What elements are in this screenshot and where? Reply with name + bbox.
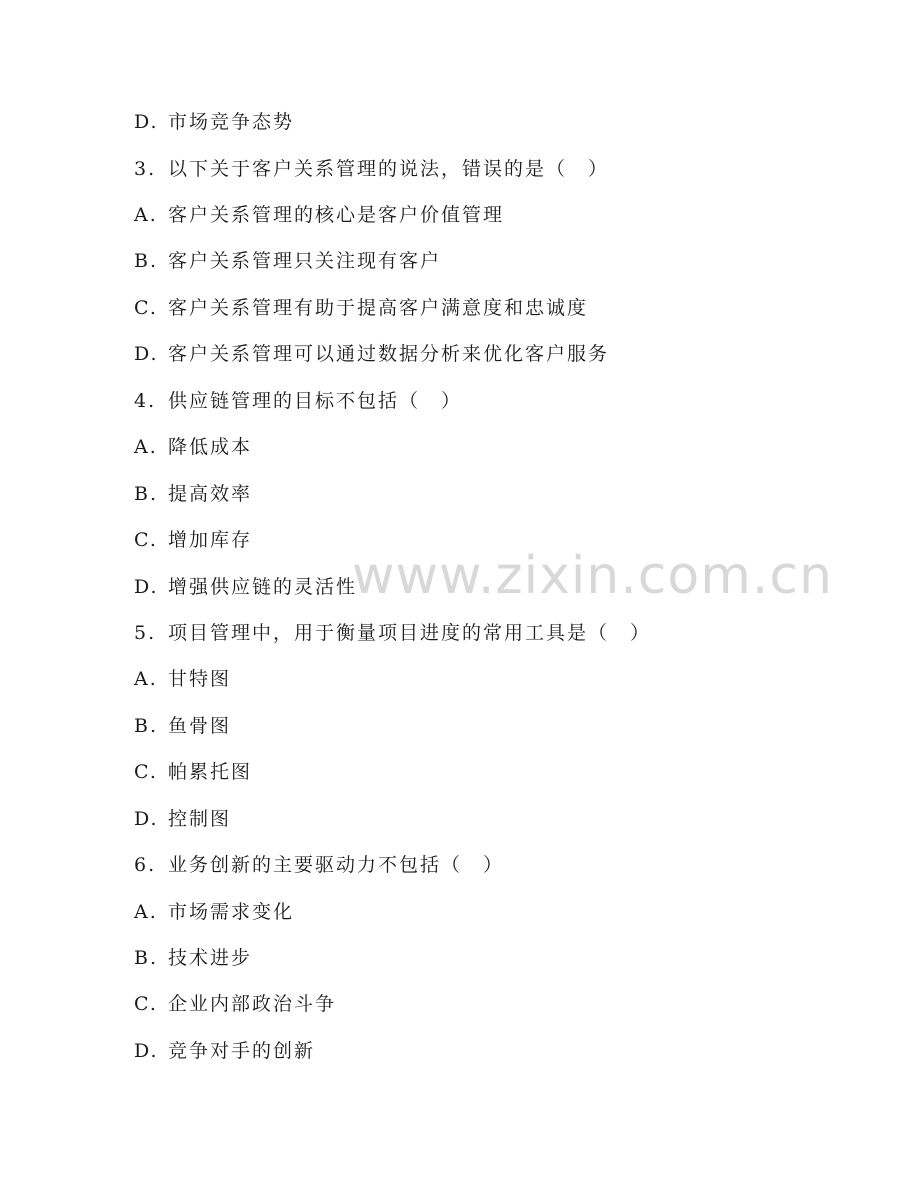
option-line (134, 200, 504, 230)
option-line (134, 339, 609, 369)
item-label: A. (134, 204, 158, 226)
item-text: 甘特图 (168, 668, 232, 690)
item-label: 6. (134, 854, 157, 876)
item-text: 增强供应链的灵活性 (168, 576, 358, 598)
item-label: 5. (134, 622, 157, 644)
item-text: 项目管理中，用于衡量项目进度的常用工具是（ ） (168, 622, 652, 644)
watermark: www.zixin.com.cn (352, 546, 833, 606)
item-label: A. (134, 901, 158, 923)
item-label: C. (134, 297, 158, 319)
item-text: 客户关系管理有助于提高客户满意度和忠诚度 (168, 297, 589, 319)
item-label: D. (134, 1040, 159, 1062)
item-text: 以下关于客户关系管理的说法，错误的是（ ） (168, 158, 610, 180)
option-line (134, 107, 294, 137)
item-label: C. (134, 993, 158, 1015)
option-line (134, 293, 588, 323)
option-line (134, 943, 252, 973)
item-label: D. (134, 576, 159, 598)
item-text: 客户关系管理可以通过数据分析来优化客户服务 (168, 343, 610, 365)
item-text: 业务创新的主要驱动力不包括（ ） (168, 854, 505, 876)
question-line (134, 154, 609, 184)
option-line (134, 757, 252, 787)
item-text: 市场竞争态势 (168, 111, 295, 133)
item-text: 降低成本 (168, 436, 253, 458)
item-text: 企业内部政治斗争 (168, 993, 337, 1015)
item-label: A. (134, 668, 158, 690)
item-text: 客户关系管理只关注现有客户 (168, 250, 442, 272)
option-line (134, 989, 336, 1019)
item-label: 3. (134, 158, 157, 180)
option-line (134, 804, 231, 834)
option-line (134, 711, 231, 741)
item-label: C. (134, 761, 158, 783)
option-line (134, 572, 357, 602)
option-line (134, 1036, 315, 1066)
item-text: 提高效率 (168, 483, 253, 505)
item-text: 技术进步 (168, 947, 253, 969)
item-text: 控制图 (168, 808, 232, 830)
item-label: B. (134, 947, 159, 969)
question-line (134, 850, 504, 880)
item-text: 市场需求变化 (168, 901, 295, 923)
item-text: 鱼骨图 (168, 715, 232, 737)
item-text: 客户关系管理的核心是客户价值管理 (168, 204, 505, 226)
item-label: D. (134, 343, 159, 365)
item-text: 供应链管理的目标不包括（ ） (168, 390, 463, 412)
question-line (134, 618, 651, 648)
item-label: A. (134, 436, 158, 458)
item-label: B. (134, 483, 159, 505)
option-line (134, 479, 252, 509)
question-line (134, 386, 462, 416)
item-label: 4. (134, 390, 157, 412)
option-line (134, 525, 252, 555)
item-text: 帕累托图 (168, 761, 253, 783)
item-label: B. (134, 715, 159, 737)
item-text: 增加库存 (168, 529, 253, 551)
option-line (134, 664, 231, 694)
item-label: B. (134, 250, 159, 272)
item-label: D. (134, 111, 159, 133)
item-text: 竞争对手的创新 (168, 1040, 316, 1062)
item-label: C. (134, 529, 158, 551)
option-line (134, 246, 441, 276)
option-line (134, 897, 294, 927)
item-label: D. (134, 808, 159, 830)
option-line (134, 432, 252, 462)
